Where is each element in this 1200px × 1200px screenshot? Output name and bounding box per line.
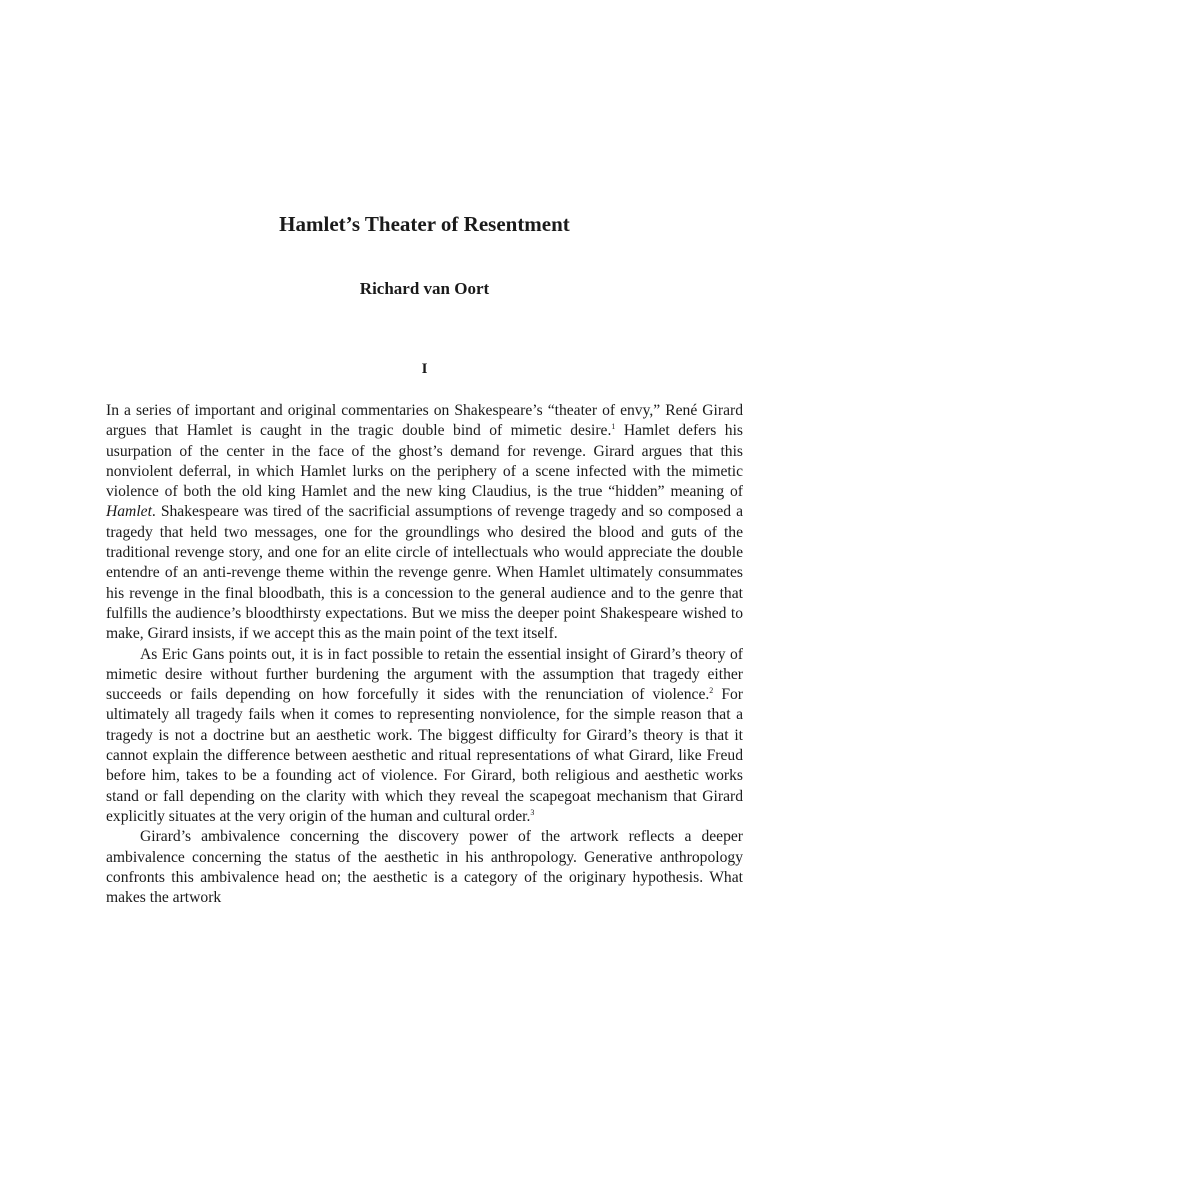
author-name: Richard van Oort — [359, 279, 490, 298]
paragraph-2-text-b: For ultimately all tragedy fails when it comes to representing nonviolence, for the simple reason that a tragedy is not a doctrine but an aesthetic work. The biggest difficulty for Girard’s theory is that it cannot explain the difference between aesthetic and ritual representations of what Girard, like Freud before him, takes to be a founding act of violence. For Girard, both religious and aesthetic works stand or fall depending on the clarity with which they reveal the scapegoat mechanism that Girard explicitly situates at the very origin of the human and cultural order. — [106, 686, 743, 825]
paragraph-1-text-a: In a series of important and original commentaries on Shakespeare’s “theater of envy,” René Girard argues that Hamlet is caught in the tragic double bind of mimetic desire. — [106, 402, 743, 440]
paragraph-1-text-c: . Shakespeare was tired of the sacrificial assumptions of revenge tragedy and so composed a tragedy that held two messages, one for the groundlings who desired the blood and guts of the traditional revenge story, and one for an elite circle of intellectuals who would appreciate the double entendre of an anti-revenge theme within the revenge genre. When Hamlet ultimately consummates his revenge in the final bloodbath, this is a concession to the general audience and to the genre that fulfills the audience’s bloodthirsty expectations. But we miss the deeper point Shakespeare wished to make, Girard insists, if we accept this as the main point of the text itself. — [106, 503, 743, 643]
paragraph-1-text-b: Hamlet defers his usurpation of the center in the face of the ghost’s demand for revenge. Girard argues that this nonviolent deferral, in which Hamlet lurks on the periphery of a scene infected with the mimetic violence of both the old king Hamlet and the new king Claudius, is the true “hidden” meaning of — [106, 422, 743, 501]
paragraph-3-text-a: Girard’s ambivalence concerning the discovery power of the artwork reflects a deeper ambivalence concerning the status of the aesthetic in his anthropology. Generative anthropology confronts this ambivalence head on; the aesthetic is a category of the originary hypothesis. What makes the artwork — [106, 828, 743, 907]
paragraph-1 — [106, 401, 743, 645]
paragraph-2 — [106, 645, 743, 828]
paragraph-3 — [106, 827, 743, 908]
section-number: I — [421, 361, 428, 377]
footnote-ref-3[interactable]: 3 — [530, 807, 535, 817]
footnote-ref-1[interactable]: 1 — [611, 422, 616, 432]
article-body — [106, 401, 743, 908]
article-title — [106, 212, 743, 237]
article-title-text: Hamlet’s Theater of Resentment — [279, 212, 570, 236]
footnote-ref-2[interactable]: 2 — [709, 686, 714, 696]
paragraph-2-text-a: As Eric Gans points out, it is in fact possible to retain the essential insight of Girard’s theory of mimetic desire without further burdening the argument with the assumption that tragedy either succeeds or fails depending on how forcefully it sides with the renunciation of violence. — [106, 645, 743, 704]
play-title-hamlet: Hamlet — [106, 503, 152, 521]
